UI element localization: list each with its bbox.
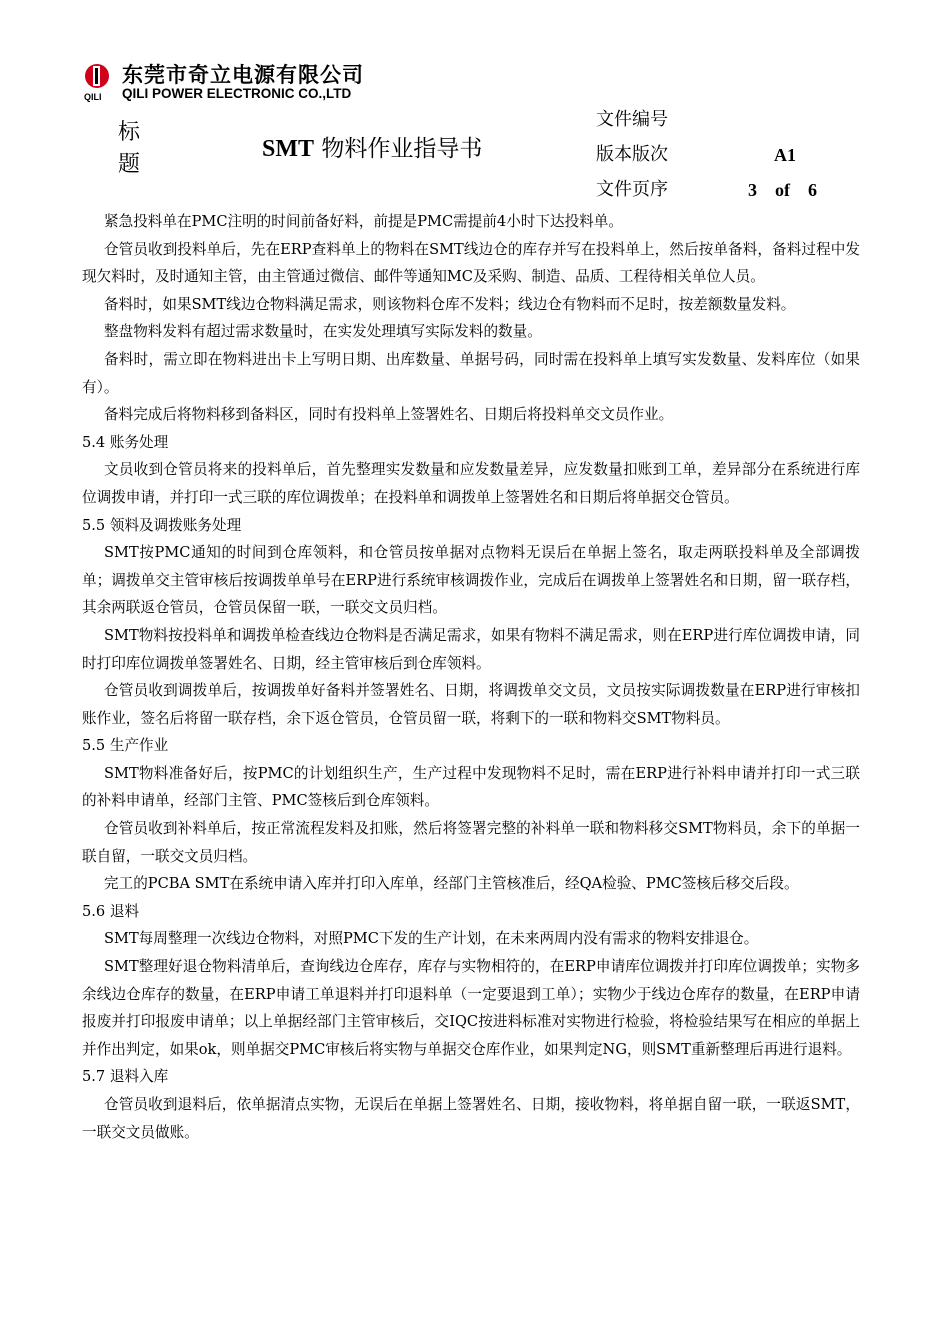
paragraph: 紧急投料单在PMC注明的时间前备好料，前提是PMC需提前4小时下达投料单。 <box>104 213 623 230</box>
company-name-en: QILI POWER ELECTRONIC CO.,LTD <box>122 86 352 101</box>
file-number-label: 文件编号 <box>596 109 668 130</box>
header-label-char1: 标 <box>118 120 141 145</box>
company-logo <box>80 62 380 104</box>
paragraph: 仓管员收到调拨单后，按调拨单好备料并签署姓名、日期，将调拨单交文员，文员按实际调拨数量在ERP进行审核扣账作业，签名后将留一联存档，余下返仓管员，仓管员留一联，将剩下的一联和物料交SMT物料员。 <box>82 682 860 727</box>
company-name-cn: 东莞市奇立电源有限公司 <box>122 63 364 87</box>
version-value: A1 <box>774 145 796 165</box>
section-heading: 5.7 退料入库 <box>82 1068 169 1086</box>
section-heading: 5.6 退料 <box>82 902 140 920</box>
document-title <box>262 134 482 164</box>
section-heading: 5.5 生产作业 <box>82 737 169 755</box>
document-title-cn: 物料作业指导书 <box>321 136 483 162</box>
paragraph: SMT按PMC通知的时间到仓库领料，和仓管员按单据对点物料无误后在单据上签名，取走两联投料单及全部调拨单；调拨单交主管审核后按调拨单单号在ERP进行系统审核调拨作业，完成后在调拨单上签署姓名和日期，留一联存档，其余两联返仓管员，仓管员保留一联，一联交文员归档。 <box>82 544 860 617</box>
paragraph: 仓管员收到投料单后，先在ERP查料单上的物料在SMT线边仓的库存并写在投料单上，然后按单备料，备料过程中发现欠料时，及时通知主管，由主管通过微信、邮件等通知MC及采购、制造、品质、工程待相关单位人员。 <box>82 240 860 286</box>
paragraph: 文员收到仓管员将来的投料单后，首先整理实发数量和应发数量差异，应发数量扣账到工单，差异部分在系统进行库位调拨申请，并打印一式三联的库位调拨单；在投料单和调拨单上签署姓名和日期后将单据交仓管员。 <box>82 461 860 506</box>
paragraph: 备料时，如果SMT线边仓物料满足需求，则该物料仓库不发料；线边仓有物料而不足时，按差额数量发料。 <box>104 295 796 313</box>
page-value: 3 of 6 <box>748 180 817 200</box>
paragraph: 仓管员收到补料单后，按正常流程发料及扣账，然后将签署完整的补料单一联和物料移交SMT物料员，余下的单据一联自留，一联交文员归档。 <box>82 820 860 865</box>
version-label: 版本版次 <box>596 144 668 165</box>
paragraph: SMT物料按投料单和调拨单检查线边仓物料是否满足需求，如果有物料不满足需求，则在ERP进行库位调拨申请，同时打印库位调拨单签署姓名、日期，经主管审核后到仓库领料。 <box>82 626 860 672</box>
paragraph: 仓管员收到退料后，依单据清点实物，无误后在单据上签署姓名、日期，接收物料，将单据自留一联，一联返SMT，一联交文员做账。 <box>82 1096 860 1141</box>
paragraph: 完工的PCBA SMT在系统申请入库并打印入库单，经部门主管核准后，经QA检验、PMC签核后移交后段。 <box>104 875 799 893</box>
document-body <box>82 208 860 1146</box>
paragraph: SMT物料准备好后，按PMC的计划组织生产，生产过程中发现物料不足时，需在ERP进行补料申请并打印一式三联的补料申请单，经部门主管、PMC签核后到仓库领料。 <box>82 764 860 810</box>
section-heading: 5.5 领料及调拨账务处理 <box>82 516 242 534</box>
paragraph: SMT每周整理一次线边仓物料，对照PMC下发的生产计划，在未来两周内没有需求的物料安排退仓。 <box>104 930 759 948</box>
paragraph: 整盘物料发料有超过需求数量时，在实发处理填写实际发料的数量。 <box>104 323 542 341</box>
paragraph: 备料完成后将物料移到备料区，同时有投料单上签署姓名、日期后将投料单交文员作业。 <box>104 406 674 424</box>
logo-brand-text: QILI <box>84 92 102 102</box>
section-heading: 5.4 账务处理 <box>82 433 169 451</box>
page-label: 文件页序 <box>596 179 668 200</box>
header-label-char2: 题 <box>118 152 141 177</box>
paragraph: 备料时，需立即在物料进出卡上写明日期、出库数量、单据号码，同时需在投料单上填写实发数量、发料库位（如果有）。 <box>82 350 860 396</box>
paragraph: SMT整理好退仓物料清单后，查询线边仓库存，库存与实物相符的，在ERP申请库位调拨并打印库位调拨单；实物多余线边仓库存的数量，在ERP申请工单退料并打印退料单（一定要退到工单）；实物少于线边仓库存的数量，在ERP申请报废并打印报废申请单；以上单据经部门主管审核后，交IQC按进料标准对实物进行检验，将检验结果写在相应的单据上并作出判定，如果ok，则单据交PMC审核后将实物与单据交仓库作业，如果判定NG，则SMT重新整理后再进行退料。 <box>82 958 860 1058</box>
document-title-latin: SMT <box>262 136 315 162</box>
